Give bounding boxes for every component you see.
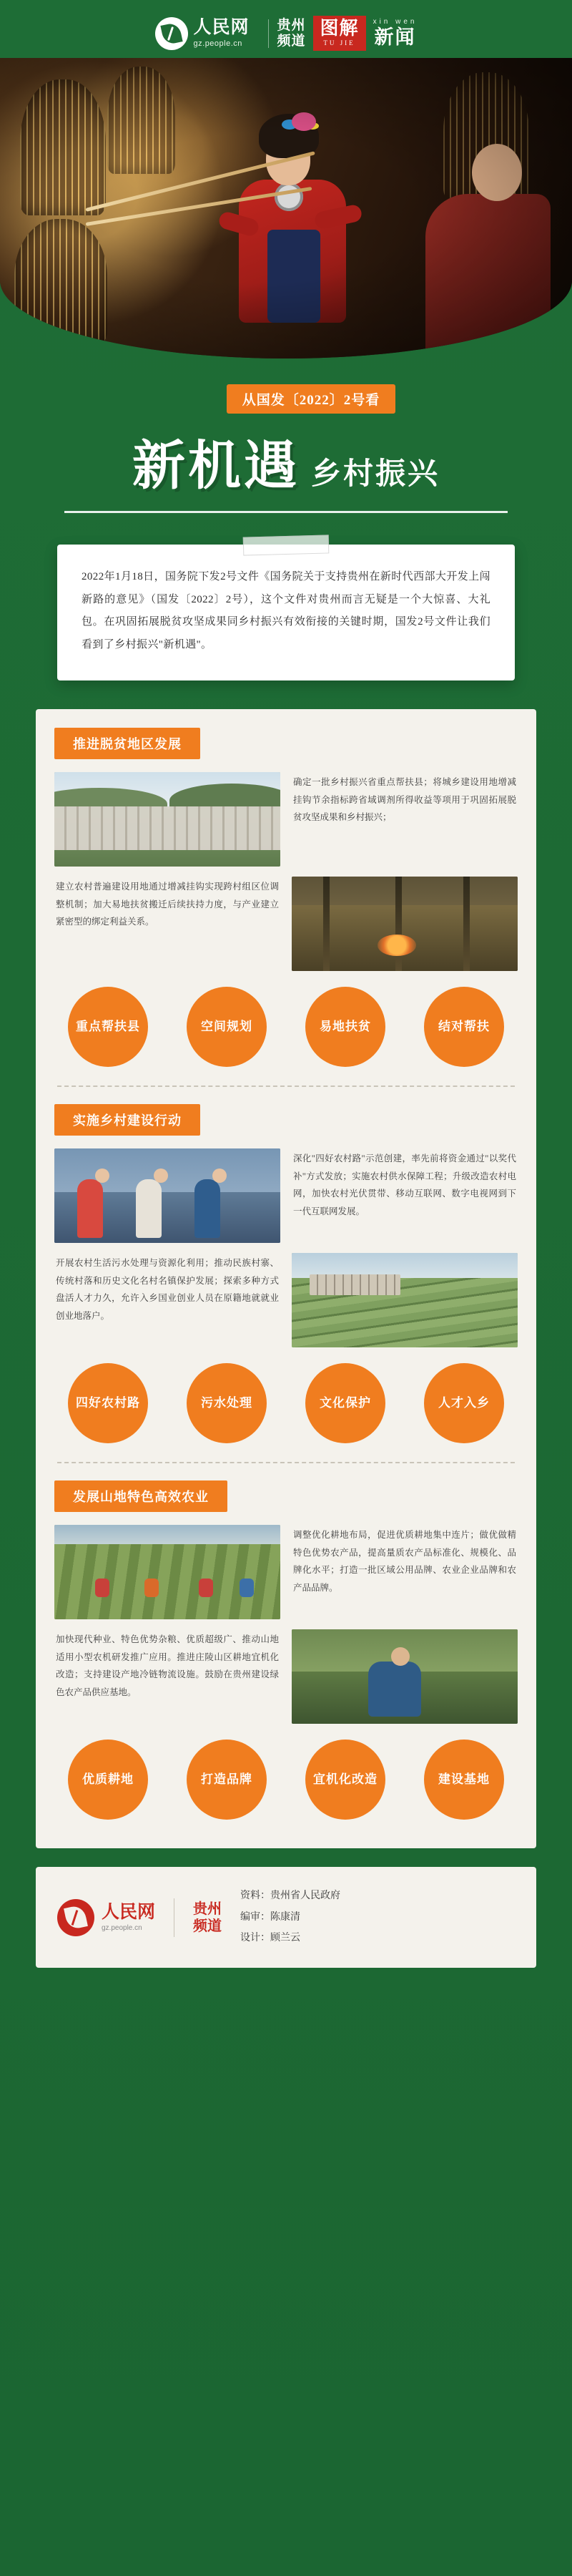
xinwen-pinyin: xin wen [373, 18, 418, 26]
section-heading: 发展山地特色高效农业 [54, 1480, 227, 1512]
credit-source: 资料：贵州省人民政府 [240, 1890, 341, 1902]
title-ribbon: 从国发〔2022〕2号看 [227, 384, 396, 414]
lead-paragraph: 2022年1月18日，国务院下发2号文件《国务院关于支持贵州在新时代西部大开发上闯新路的意见》（国发〔2022〕2号），这个文件对贵州而言无疑是一个大惊喜、大礼包。在巩固拓展脱贫攻坚成果同乡村振兴有效衔接的关键时期，国发2号文件让我们看到了乡村振兴"新机遇"。 [82, 571, 490, 650]
vegetable-field-photo [54, 1525, 280, 1619]
section-heading: 推进脱贫地区发展 [54, 728, 200, 759]
keyword-pill[interactable]: 文化保护 [305, 1363, 385, 1443]
credit-editor: 编审：陈康清 [240, 1911, 301, 1923]
photo-person [240, 1579, 254, 1597]
photo-person-head [391, 1647, 410, 1666]
channel-line-1: 贵州 [277, 17, 306, 33]
credits-block [240, 1885, 340, 1948]
photo-person [77, 1179, 103, 1238]
farmer-photo [292, 1629, 518, 1724]
section-text: 建立农村普遍建设用地通过增减挂钩实现跨村组区位调整机制；加大易地扶贫搬迁后续扶持力度，与产业建立紧密型的绑定利益关系。 [56, 882, 279, 927]
photo-person [144, 1579, 159, 1597]
photo-person [199, 1579, 213, 1597]
section-text: 确定一批乡村振兴省重点帮扶县；将城乡建设用地增减挂钩节余指标跨省域调剂所得收益等项用于巩固拓展脱贫攻坚成果和乡村振兴； [293, 777, 516, 823]
section-poverty-area-development [54, 728, 518, 1067]
hero-photo [0, 58, 572, 358]
photo-person [194, 1179, 220, 1238]
photo-person-head [95, 1169, 109, 1183]
footer-channel-line-2: 频道 [193, 1918, 222, 1934]
photo-person [95, 1579, 109, 1597]
section-text: 开展农村生活污水处理与资源化利用；推动民族村寨、传统村落和历史文化名村名镇保护发展；探索多种方式盘活人才力久，允许入乡国业创业人员在原籍地就就业创业地落户。 [56, 1258, 279, 1321]
lead-card [57, 545, 515, 680]
footer-logo-title: 人民网 [102, 1902, 156, 1922]
photo-rooftops [54, 806, 280, 850]
section-text: 调整优化耕地布局，促进优质耕地集中连片；做优做精特色优势农产品，提高量质农产品标准化、规模化、品牌化水平；打造一批区域公用品牌、农业企业品牌和农产品品牌。 [293, 1530, 516, 1593]
photo-tree [463, 877, 470, 971]
content-panel [36, 709, 536, 1848]
xinwen-block [373, 18, 418, 49]
page-subtitle: 乡村振兴 [310, 458, 440, 492]
lead-card-wrapper [57, 545, 515, 680]
photo-tree [323, 877, 330, 971]
page-title: 新机遇 [132, 437, 300, 497]
section-divider [57, 1085, 515, 1087]
section-divider [57, 1462, 515, 1463]
logo-url: gz.people.cn [193, 39, 242, 48]
channel-label [277, 18, 306, 49]
logo-title: 人民网 [193, 18, 250, 38]
keyword-pill[interactable]: 建设基地 [424, 1740, 504, 1820]
title-underline [64, 511, 508, 513]
keyword-pill[interactable]: 打造品牌 [187, 1740, 267, 1820]
footer-channel-line-1: 贵州 [193, 1901, 222, 1917]
footer-logo-url: gz.people.cn [102, 1924, 142, 1933]
title-block [0, 358, 572, 520]
tujie-pinyin: TU JIE [323, 39, 355, 47]
photo-sky [54, 1525, 280, 1543]
credit-designer: 设计：顾兰云 [240, 1933, 301, 1944]
photo-houses [310, 1274, 400, 1295]
terrace-photo [292, 1253, 518, 1347]
tape-decoration [243, 535, 330, 556]
keyword-pill[interactable]: 污水处理 [187, 1363, 267, 1443]
workers-photo [54, 1148, 280, 1243]
section-text: 深化"四好农村路"示范创建，率先前将资金通过"以奖代补"方式发放；实施农村供水保障工程；升级改造农村电网，加快农村光伏贯带、移动互联网、数字电视网到下一代互联网发展。 [293, 1153, 516, 1216]
section-text: 加快现代种业、特色优势杂粮、优质超级广、推动山地适用小型农机研发推广应用。推进庄陵山区耕地宜机化改造；支持建设产地冷链物流设施。鼓励在贵州建设绿色农产品供应基地。 [56, 1634, 279, 1697]
hero-vignette [0, 58, 572, 358]
section-rural-construction [54, 1104, 518, 1443]
page-footer [36, 1867, 536, 1967]
keyword-pill[interactable]: 结对帮扶 [424, 987, 504, 1067]
tujie-label: 图解 [320, 18, 359, 39]
header-divider [268, 19, 269, 48]
tujie-badge [313, 16, 366, 51]
photo-person-head [154, 1169, 168, 1183]
keyword-pills [54, 1740, 518, 1820]
keyword-pills [54, 1363, 518, 1443]
keyword-pill[interactable]: 宜机化改造 [305, 1740, 385, 1820]
forest-photo [292, 877, 518, 971]
keyword-pill[interactable]: 空间规划 [187, 987, 267, 1067]
people-daily-logo-icon [155, 17, 188, 50]
channel-line-2: 频道 [277, 33, 306, 49]
keyword-pill[interactable]: 优质耕地 [68, 1740, 148, 1820]
photo-tree [395, 877, 402, 971]
keyword-pills [54, 987, 518, 1067]
footer-channel [193, 1901, 222, 1935]
keyword-pill[interactable]: 人才入乡 [424, 1363, 504, 1443]
footer-logo[interactable] [57, 1899, 155, 1936]
photo-person [136, 1179, 162, 1238]
section-mountain-agriculture [54, 1480, 518, 1820]
keyword-pill[interactable]: 易地扶贫 [305, 987, 385, 1067]
site-header [0, 0, 572, 58]
village-photo [54, 772, 280, 867]
keyword-pill[interactable]: 四好农村路 [68, 1363, 148, 1443]
xinwen-label: 新闻 [374, 26, 416, 49]
people-daily-logo-icon [57, 1899, 94, 1936]
section-heading: 实施乡村建设行动 [54, 1104, 200, 1136]
photo-person [368, 1662, 421, 1717]
keyword-pill[interactable]: 重点帮扶县 [68, 987, 148, 1067]
people-cn-logo[interactable] [155, 17, 260, 50]
